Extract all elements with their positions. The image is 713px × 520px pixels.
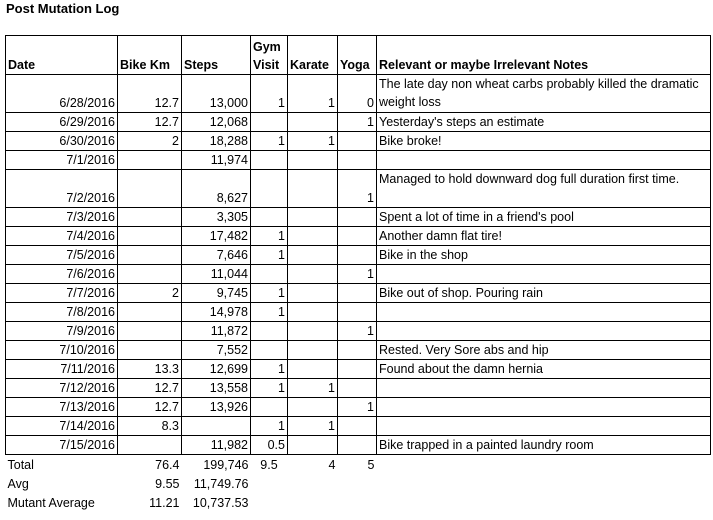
gym-visit-cell bbox=[251, 170, 288, 208]
karate-cell: 1 bbox=[288, 379, 338, 398]
table-row bbox=[6, 436, 711, 455]
notes-cell: Bike trapped in a painted laundry room bbox=[377, 436, 711, 455]
yoga-cell bbox=[338, 208, 377, 227]
notes-cell: Found about the damn hernia bbox=[377, 360, 711, 379]
yoga-cell bbox=[338, 151, 377, 170]
yoga-cell: 0 bbox=[338, 75, 377, 113]
bike-km-cell bbox=[118, 265, 182, 284]
avg-bike: 9.55 bbox=[155, 476, 180, 491]
gym-visit-cell: 1 bbox=[251, 75, 288, 113]
gym-visit-cell bbox=[251, 341, 288, 360]
header-gym-visit: Gym Visit bbox=[251, 36, 288, 75]
steps-cell: 11,872 bbox=[182, 322, 251, 341]
gym-visit-cell: 1 bbox=[251, 379, 288, 398]
date-cell: 7/3/2016 bbox=[6, 208, 118, 227]
yoga-cell: 1 bbox=[338, 398, 377, 417]
page-title: Post Mutation Log bbox=[6, 1, 120, 16]
bike-km-cell bbox=[118, 246, 182, 265]
yoga-cell bbox=[338, 132, 377, 151]
steps-cell: 18,288 bbox=[182, 132, 251, 151]
table-row bbox=[6, 113, 711, 132]
karate-cell bbox=[288, 322, 338, 341]
notes-cell bbox=[377, 417, 711, 436]
date-cell: 7/13/2016 bbox=[6, 398, 118, 417]
gym-visit-cell: 1 bbox=[251, 227, 288, 246]
yoga-cell bbox=[338, 303, 377, 322]
table-row bbox=[6, 132, 711, 151]
steps-cell: 11,044 bbox=[182, 265, 251, 284]
gym-visit-cell: 1 bbox=[251, 284, 288, 303]
totals-gym: 9.5 bbox=[260, 457, 278, 472]
notes-cell: Another damn flat tire! bbox=[377, 227, 711, 246]
avg-steps: 11,749.76 bbox=[193, 476, 249, 491]
mutant-average-row bbox=[6, 493, 711, 512]
bike-km-cell bbox=[118, 208, 182, 227]
totals-steps: 199,746 bbox=[203, 457, 249, 472]
steps-cell: 7,552 bbox=[182, 341, 251, 360]
table-row bbox=[6, 208, 711, 227]
karate-cell: 1 bbox=[288, 132, 338, 151]
notes-cell bbox=[377, 322, 711, 341]
table-row bbox=[6, 265, 711, 284]
bike-km-cell: 13.3 bbox=[118, 360, 182, 379]
table-row bbox=[6, 322, 711, 341]
steps-cell: 8,627 bbox=[182, 170, 251, 208]
steps-cell: 13,926 bbox=[182, 398, 251, 417]
mutant-average-bike: 11.21 bbox=[149, 495, 180, 510]
gym-visit-cell bbox=[251, 208, 288, 227]
steps-cell: 3,305 bbox=[182, 208, 251, 227]
bike-km-cell: 8.3 bbox=[118, 417, 182, 436]
table-row bbox=[6, 341, 711, 360]
date-cell: 7/5/2016 bbox=[6, 246, 118, 265]
notes-cell bbox=[377, 265, 711, 284]
mutant-average-steps: 10,737.53 bbox=[192, 495, 249, 510]
notes-cell bbox=[377, 151, 711, 170]
bike-km-cell bbox=[118, 151, 182, 170]
steps-cell: 13,000 bbox=[182, 75, 251, 113]
karate-cell bbox=[288, 398, 338, 417]
steps-cell: 7,646 bbox=[182, 246, 251, 265]
gym-visit-cell: 1 bbox=[251, 360, 288, 379]
table-row bbox=[6, 379, 711, 398]
notes-cell: Bike in the shop bbox=[377, 246, 711, 265]
gym-visit-cell: 1 bbox=[251, 132, 288, 151]
notes-cell: Bike out of shop. Pouring rain bbox=[377, 284, 711, 303]
bike-km-cell: 2 bbox=[118, 284, 182, 303]
notes-cell: The late day non wheat carbs probably killed the dramatic weight loss bbox=[377, 75, 711, 113]
totals-yoga: 5 bbox=[367, 457, 375, 472]
karate-cell bbox=[288, 265, 338, 284]
date-cell: 7/14/2016 bbox=[6, 417, 118, 436]
notes-cell: Spent a lot of time in a friend's pool bbox=[377, 208, 711, 227]
gym-visit-cell: 0.5 bbox=[251, 436, 288, 455]
table-row bbox=[6, 170, 711, 208]
gym-visit-cell bbox=[251, 113, 288, 132]
date-cell: 7/2/2016 bbox=[6, 170, 118, 208]
steps-cell: 12,699 bbox=[182, 360, 251, 379]
yoga-cell: 1 bbox=[338, 322, 377, 341]
log-table bbox=[5, 35, 711, 512]
mutant-average-empty bbox=[251, 493, 711, 512]
steps-cell: 11,974 bbox=[182, 151, 251, 170]
table-row bbox=[6, 227, 711, 246]
notes-cell: Rested. Very Sore abs and hip bbox=[377, 341, 711, 360]
bike-km-cell bbox=[118, 303, 182, 322]
totals-karate: 4 bbox=[328, 457, 336, 472]
yoga-cell bbox=[338, 360, 377, 379]
log-rows bbox=[6, 75, 711, 455]
header-date: Date bbox=[6, 36, 118, 75]
bike-km-cell bbox=[118, 436, 182, 455]
mutant-average-label: Mutant Average bbox=[7, 495, 95, 510]
bike-km-cell: 12.7 bbox=[118, 113, 182, 132]
yoga-cell: 1 bbox=[338, 170, 377, 208]
date-cell: 7/10/2016 bbox=[6, 341, 118, 360]
gym-visit-cell: 1 bbox=[251, 417, 288, 436]
bike-km-cell: 12.7 bbox=[118, 398, 182, 417]
table-row bbox=[6, 246, 711, 265]
date-cell: 7/15/2016 bbox=[6, 436, 118, 455]
gym-visit-cell: 1 bbox=[251, 303, 288, 322]
steps-cell: 11,982 bbox=[182, 436, 251, 455]
date-cell: 6/28/2016 bbox=[6, 75, 118, 113]
yoga-cell: 1 bbox=[338, 265, 377, 284]
gym-visit-cell bbox=[251, 151, 288, 170]
header-yoga: Yoga bbox=[338, 36, 377, 75]
steps-cell: 12,068 bbox=[182, 113, 251, 132]
steps-cell: 17,482 bbox=[182, 227, 251, 246]
date-cell: 7/6/2016 bbox=[6, 265, 118, 284]
date-cell: 7/1/2016 bbox=[6, 151, 118, 170]
date-cell: 7/8/2016 bbox=[6, 303, 118, 322]
karate-cell bbox=[288, 113, 338, 132]
karate-cell bbox=[288, 208, 338, 227]
header-steps: Steps bbox=[182, 36, 251, 75]
avg-row bbox=[6, 474, 711, 493]
bike-km-cell bbox=[118, 322, 182, 341]
karate-cell bbox=[288, 284, 338, 303]
avg-empty bbox=[251, 474, 711, 493]
table-row bbox=[6, 151, 711, 170]
date-cell: 7/4/2016 bbox=[6, 227, 118, 246]
bike-km-cell: 12.7 bbox=[118, 379, 182, 398]
steps-cell: 9,745 bbox=[182, 284, 251, 303]
karate-cell bbox=[288, 341, 338, 360]
gym-visit-cell bbox=[251, 322, 288, 341]
yoga-cell: 1 bbox=[338, 113, 377, 132]
bike-km-cell bbox=[118, 170, 182, 208]
steps-cell bbox=[182, 417, 251, 436]
gym-visit-cell bbox=[251, 398, 288, 417]
bike-km-cell: 2 bbox=[118, 132, 182, 151]
gym-visit-cell bbox=[251, 265, 288, 284]
bike-km-cell bbox=[118, 341, 182, 360]
karate-cell bbox=[288, 170, 338, 208]
avg-label: Avg bbox=[7, 476, 29, 491]
header-notes: Relevant or maybe Irrelevant Notes bbox=[377, 36, 711, 75]
karate-cell bbox=[288, 227, 338, 246]
table-row bbox=[6, 303, 711, 322]
karate-cell bbox=[288, 151, 338, 170]
gym-visit-cell: 1 bbox=[251, 246, 288, 265]
yoga-cell bbox=[338, 284, 377, 303]
notes-cell bbox=[377, 379, 711, 398]
header-bike-km: Bike Km bbox=[118, 36, 182, 75]
totals-label: Total bbox=[7, 457, 34, 472]
totals-empty bbox=[377, 455, 711, 475]
table-row bbox=[6, 360, 711, 379]
table-row bbox=[6, 398, 711, 417]
date-cell: 7/11/2016 bbox=[6, 360, 118, 379]
yoga-cell bbox=[338, 227, 377, 246]
header-row bbox=[6, 36, 711, 75]
karate-cell: 1 bbox=[288, 75, 338, 113]
date-cell: 6/30/2016 bbox=[6, 132, 118, 151]
karate-cell: 1 bbox=[288, 417, 338, 436]
bike-km-cell bbox=[118, 227, 182, 246]
header-karate: Karate bbox=[288, 36, 338, 75]
table-row bbox=[6, 417, 711, 436]
yoga-cell bbox=[338, 379, 377, 398]
karate-cell bbox=[288, 303, 338, 322]
yoga-cell bbox=[338, 417, 377, 436]
notes-cell: Yesterday's steps an estimate bbox=[377, 113, 711, 132]
yoga-cell bbox=[338, 341, 377, 360]
steps-cell: 14,978 bbox=[182, 303, 251, 322]
totals-bike: 76.4 bbox=[155, 457, 180, 472]
karate-cell bbox=[288, 360, 338, 379]
steps-cell: 13,558 bbox=[182, 379, 251, 398]
date-cell: 7/12/2016 bbox=[6, 379, 118, 398]
table-row bbox=[6, 75, 711, 113]
yoga-cell bbox=[338, 436, 377, 455]
date-cell: 7/9/2016 bbox=[6, 322, 118, 341]
yoga-cell bbox=[338, 246, 377, 265]
notes-cell: Managed to hold downward dog full duration first time. bbox=[377, 170, 711, 208]
table-row bbox=[6, 284, 711, 303]
totals-row bbox=[6, 455, 711, 475]
karate-cell bbox=[288, 436, 338, 455]
date-cell: 7/7/2016 bbox=[6, 284, 118, 303]
notes-cell: Bike broke! bbox=[377, 132, 711, 151]
karate-cell bbox=[288, 246, 338, 265]
notes-cell bbox=[377, 398, 711, 417]
date-cell: 6/29/2016 bbox=[6, 113, 118, 132]
bike-km-cell: 12.7 bbox=[118, 75, 182, 113]
notes-cell bbox=[377, 303, 711, 322]
